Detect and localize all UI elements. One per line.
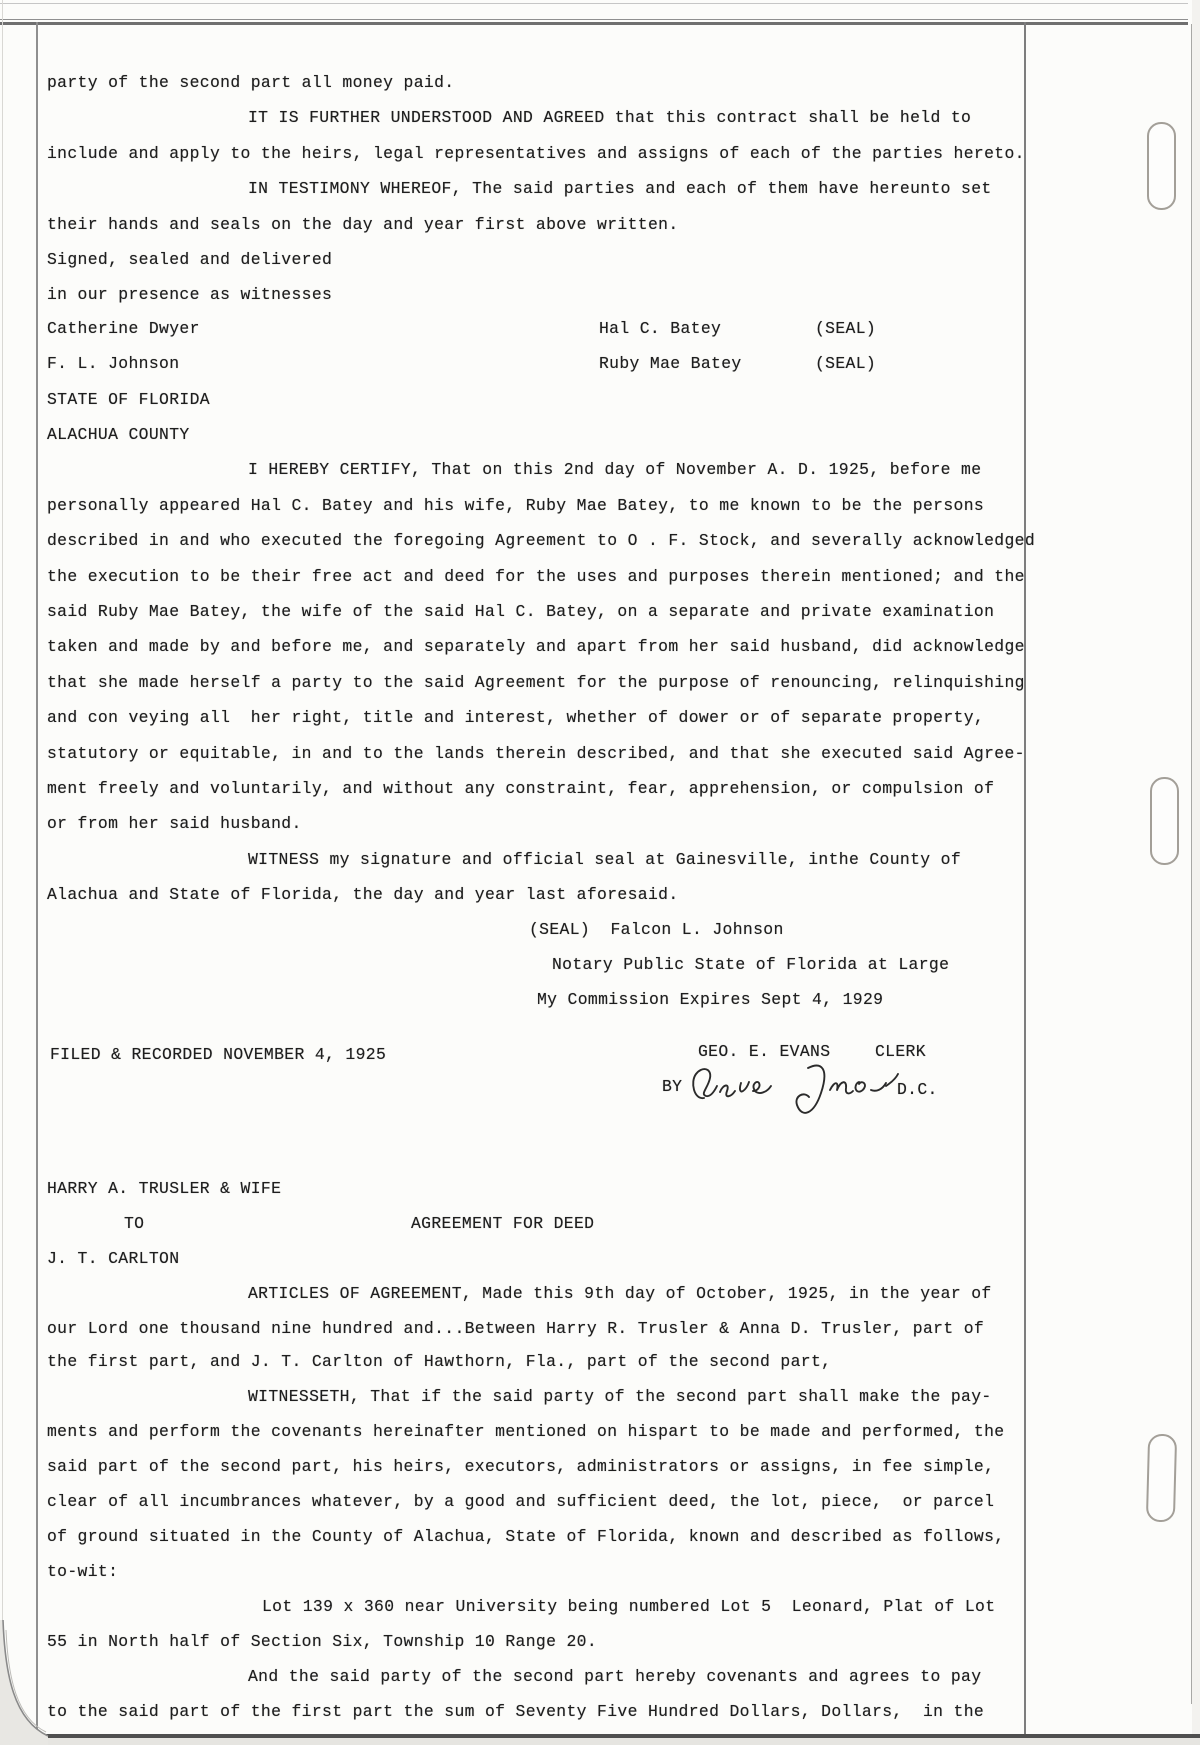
typed-line: statutory or equitable, in and to the lands therein described, and that she executed said Agree- [47,744,1025,763]
typed-line: D.C. [897,1080,938,1099]
typed-line: or from her said husband. [47,814,302,833]
typed-line: Catherine Dwyer [47,319,200,338]
typed-line: HARRY A. TRUSLER & WIFE [47,1179,282,1198]
typed-line: to-wit: [47,1562,119,1581]
typed-line: WITNESSETH, That if the said party of the second part shall make the pay- [248,1387,992,1406]
typed-line: our Lord one thousand nine hundred and...Between Harry R. Trusler & Anna D. Trusler, part of [47,1319,985,1338]
typed-line: Lot 139 x 360 near University being numbered Lot 5 Leonard, Plat of Lot [262,1597,996,1616]
bottom-edge-line [28,1734,1200,1738]
typed-line: CLERK [875,1042,926,1061]
typed-line: Notary Public State of Florida at Large [552,955,950,974]
typed-line: ALACHUA COUNTY [47,425,190,444]
typed-line: said part of the second part, his heirs, executors, administrators or assigns, in fee simple, [47,1457,995,1476]
typed-line: include and apply to the heirs, legal representatives and assigns of each of the parties hereto. [47,144,1025,163]
typed-line: described in and who executed the foregoing Agreement to O . F. Stock, and severally acknowledged [47,531,1036,550]
typed-line: in our presence as witnesses [47,285,333,304]
typed-line: AGREEMENT FOR DEED [411,1214,595,1233]
typed-line: (SEAL) [815,354,877,373]
typed-line: their hands and seals on the day and year first above written. [47,215,679,234]
typed-line: personally appeared Hal C. Batey and his wife, Ruby Mae Batey, to me known to be the persons [47,496,985,515]
typed-line: GEO. E. EVANS [698,1042,831,1061]
right-margin-rule [1024,22,1026,1736]
clerk-signature-handwriting [690,1062,915,1114]
typed-line: My Commission Expires Sept 4, 1929 [537,990,884,1009]
typed-line: ments and perform the covenants hereinafter mentioned on hispart to be made and performed, the [47,1422,1005,1441]
typed-line: of ground situated in the County of Alachua, State of Florida, known and described as follows, [47,1527,1005,1546]
typed-line: to the said part of the first part the sum of Seventy Five Hundred Dollars, Dollars, in the [47,1702,985,1721]
typed-line: (SEAL) [815,319,877,338]
typed-line: said Ruby Mae Batey, the wife of the said Hal C. Batey, on a separate and private examination [47,602,995,621]
typed-line: Ruby Mae Batey [599,354,742,373]
right-outside-strip [1192,0,1200,1745]
typed-line: (SEAL) Falcon L. Johnson [529,920,784,939]
typed-line: Alachua and State of Florida, the day and year last aforesaid. [47,885,679,904]
page-right-edge [1191,24,1192,1704]
typed-line: IN TESTIMONY WHEREOF, The said parties and each of them have hereunto set [248,179,992,198]
typed-line: IT IS FURTHER UNDERSTOOD AND AGREED that this contract shall be held to [248,108,972,127]
typed-line: Hal C. Batey [599,319,722,338]
top-edge-line-faint [0,3,1188,4]
typed-line: STATE OF FLORIDA [47,390,210,409]
top-edge-line-thin [0,19,1188,20]
typed-line: FILED & RECORDED NOVEMBER 4, 1925 [50,1045,387,1064]
punch-hole [1146,1434,1177,1523]
punch-hole [1150,777,1179,865]
bottom-outside-strip [0,1738,1200,1745]
typed-line: that she made herself a party to the said Agreement for the purpose of renouncing, relinquishing [47,673,1025,692]
typed-line: ment freely and voluntarily, and without any constraint, fear, apprehension, or compulsion of [47,779,995,798]
typed-line: F. L. Johnson [47,354,180,373]
typed-line: I HEREBY CERTIFY, That on this 2nd day of November A. D. 1925, before me [248,460,982,479]
typed-line: ARTICLES OF AGREEMENT, Made this 9th day of October, 1925, in the year of [248,1284,992,1303]
typed-line: TO [124,1214,145,1233]
page-corner-curl [0,1620,56,1745]
typed-line: the execution to be their free act and deed for the uses and purposes therein mentioned; and the [47,567,1025,586]
typed-line: 55 in North half of Section Six, Township 10 Range 20. [47,1632,598,1651]
left-margin-rule [36,22,38,1736]
punch-hole [1147,122,1176,210]
typed-line: And the said party of the second part hereby covenants and agrees to pay [248,1667,982,1686]
typed-line: and con veying all her right, title and interest, whether of dower or of separate property, [47,708,985,727]
typed-line: Signed, sealed and delivered [47,250,333,269]
typed-line: clear of all incumbrances whatever, by a good and sufficient deed, the lot, piece, or parcel [47,1492,995,1511]
typed-line: BY [662,1077,683,1096]
typed-line: taken and made by and before me, and separately and apart from her said husband, did acknowledge [47,637,1025,656]
left-scan-edge [2,0,3,1622]
top-edge-line-dark [0,22,1188,25]
typed-line: the first part, and J. T. Carlton of Hawthorn, Fla., part of the second part, [47,1352,832,1371]
typed-line: WITNESS my signature and official seal at Gainesville, inthe County of [248,850,962,869]
typed-line: J. T. CARLTON [47,1249,180,1268]
typed-line: party of the second part all money paid. [47,73,455,92]
